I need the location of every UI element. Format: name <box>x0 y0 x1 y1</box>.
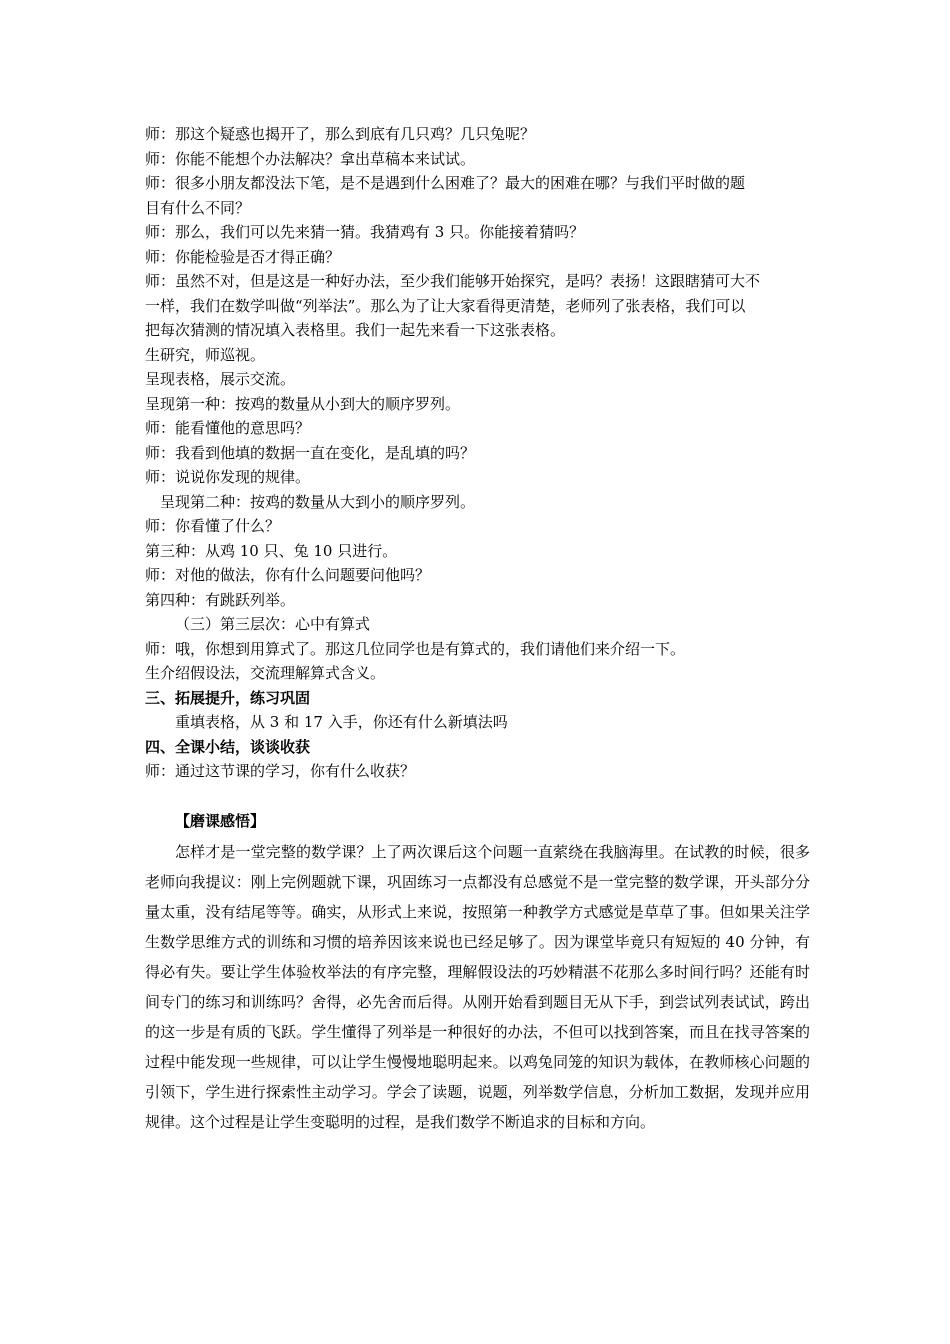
text-line: 一样，我们在数学叫做“列举法”。那么为了让大家看得更清楚，老师列了张表格，我们可以 <box>145 296 746 315</box>
text-line: 师：那这个疑惑也揭开了，那么到底有几只鸡？几只兔呢？ <box>145 125 536 143</box>
text-line: 师：我看到他填的数据一直在变化，是乱填的吗？ <box>145 443 476 462</box>
text-line: 呈现表格，展示交流。 <box>145 370 296 388</box>
text-line: 生介绍假设法，交流理解算式含义。 <box>145 664 386 682</box>
reflection-title: 【磨课感悟】 <box>175 811 266 830</box>
reflection-paragraph: 怎样才是一堂完整的数学课？上了两次课后这个问题一直萦绕在我脑海里。在试教的时候，很多老师向我提议：刚上完例题就下课，巩固练习一点都没有总感觉不是一堂完整的数学课，开头部分分量太重，没有结尾等等。确实，从形式上来说，按照第一种教学方式感觉是草草了事。但如果关注学生数学思维方式的训练和习惯的培养因该来说也已经足够了。因为课堂毕竟只有短短的 40 分钟，有得必有失。要让学生体验枚举法的有序完整，理解假设法的巧妙精湛不花那么多时间行吗？还能有时间专门的练习和训练吗？舍得，必先舍而后得。从刚开始看到题目无从下手，到尝试列表试试，跨出的这一步是有质的飞跃。学生懂得了列举是一种很好的办法，不但可以找到答案，而且在找寻答案的过程中能发现一些规律，可以让学生慢慢地聪明起来。以鸡兔同笼的知识为载体，在教师核心问题的引领下，学生进行探索性主动学习。学会了读题，说题，列举数学信息，分析加工数据，发现并应用规律。这个过程是让学生变聪明的过程，是我们数学不断追求的目标和方向。 <box>145 842 810 1131</box>
text-line: 师：说说你发现的规律。 <box>145 468 311 486</box>
text-line: 师：对他的做法，你有什么问题要问他吗？ <box>145 566 431 584</box>
text-line: 第三种：从鸡 10 只、兔 10 只进行。 <box>145 541 398 560</box>
text-line: 第四种：有跳跃列举。 <box>145 590 296 609</box>
text-line: 呈现第一种：按鸡的数量从小到大的顺序罗列。 <box>145 394 461 413</box>
text-line: 把每次猜测的情况填入表格里。我们一起先来看一下这张表格。 <box>145 321 566 339</box>
spacer <box>145 784 810 808</box>
text-line: 师：能看懂他的意思吗？ <box>145 419 311 437</box>
section-heading: 四、全课小结，谈谈收获 <box>145 737 311 756</box>
subsection-heading: （三）第三层次：心中有算式 <box>175 615 371 633</box>
text-line: 生研究，师巡视。 <box>145 345 266 364</box>
section-heading: 三、拓展提升，练习巩固 <box>145 688 311 707</box>
text-line: 呈现第二种：按鸡的数量从大到小的顺序罗列。 <box>160 492 476 511</box>
document-page <box>145 122 810 1137</box>
text-line: 师：哦，你想到用算式了。那这几位同学也是有算式的，我们请他们来介绍一下。 <box>145 639 686 658</box>
text-line: 重填表格，从 3 和 17 入手，你还有什么新填法吗 <box>175 713 508 731</box>
text-line: 师：那么，我们可以先来猜一猜。我猜鸡有 3 只。你能接着猜吗？ <box>145 223 585 241</box>
text-line: 师：很多小朋友都没法下笔，是不是遇到什么困难了？最大的困难在哪？与我们平时做的题 <box>145 174 746 192</box>
text-line: 师：通过这节课的学习，你有什么收获？ <box>145 762 416 780</box>
text-line: 师：你能不能想个办法解决？拿出草稿本来试试。 <box>145 149 476 168</box>
text-line: 师：虽然不对，但是这是一种好办法，至少我们能够开始探究，是吗？表扬！这跟瞎猜可大不 <box>145 272 761 290</box>
text-line: 师：你能检验是否才得正确？ <box>145 247 341 266</box>
text-line: 师：你看懂了什么？ <box>145 517 281 535</box>
text-line: 目有什么不同？ <box>145 198 251 217</box>
